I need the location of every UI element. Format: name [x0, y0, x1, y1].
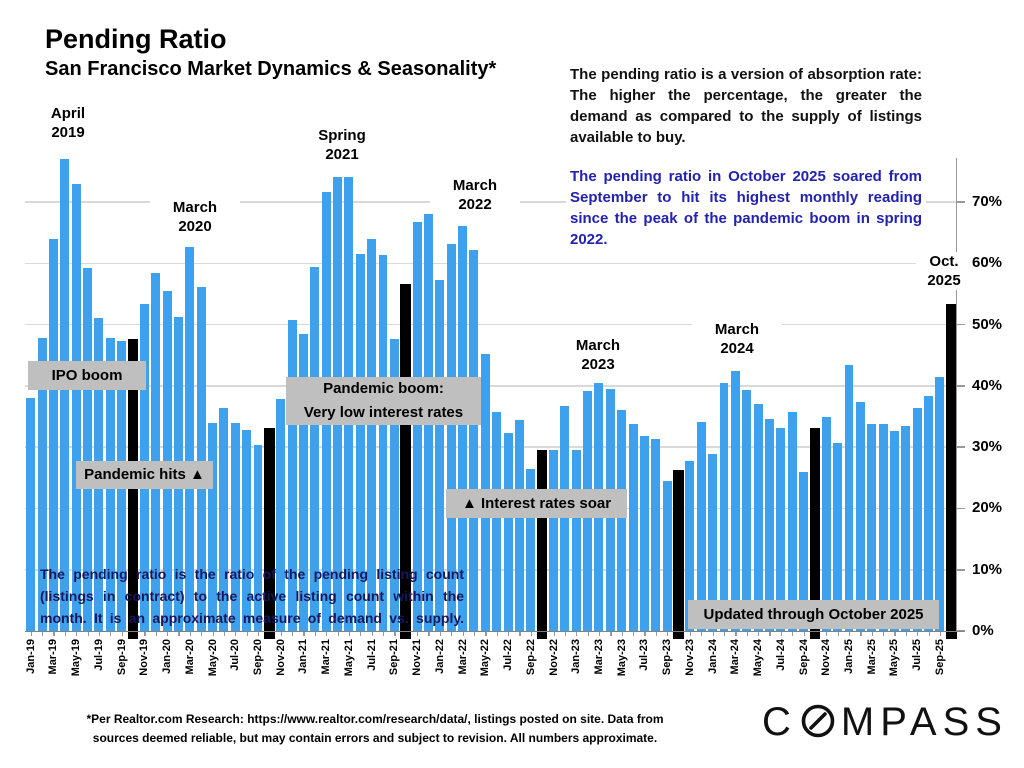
x-tick-May-20 [213, 632, 214, 636]
x-axis-label-Nov-21: Nov-21 [411, 639, 424, 676]
x-tick-Aug-21 [383, 632, 384, 636]
x-axis-label-Nov-22: Nov-22 [547, 639, 560, 676]
x-tick-Dec-19 [156, 632, 157, 636]
compass-logo-c: C [762, 700, 797, 744]
x-tick-Apr-24 [747, 632, 748, 636]
x-tick-Mar-20 [190, 632, 191, 636]
compass-logo [762, 700, 1008, 745]
bar-Feb-25 [856, 402, 865, 631]
x-tick-May-19 [76, 632, 77, 636]
x-axis-label-Sep-24: Sep-24 [797, 639, 810, 676]
x-tick-Jul-20 [235, 632, 236, 636]
x-axis-label-Jan-25: Jan-25 [843, 639, 856, 674]
x-axis-label-May-19: May-19 [70, 639, 83, 677]
x-tick-May-24 [758, 632, 759, 636]
x-tick-Jan-25 [849, 632, 850, 636]
annotation-spring-2021: Spring 2021 [297, 126, 387, 164]
x-tick-Feb-19 [42, 632, 43, 636]
bar-Jan-25 [845, 365, 854, 631]
x-tick-Jul-19 [99, 632, 100, 636]
bar-Jul-22 [504, 433, 513, 631]
x-tick-Mar-19 [53, 632, 54, 636]
page-subtitle: San Francisco Market Dynamics & Seasonality* [45, 58, 497, 80]
pending-ratio-definition: The pending ratio is the ratio of the pending listing count (listings in contract) to the active listing count within the month. It is an approximate measure of demand vs. supply. [40, 566, 464, 626]
x-axis-label-Mar-23: Mar-23 [592, 639, 605, 675]
x-axis-label-Jan-20: Jan-20 [161, 639, 174, 674]
x-tick-Nov-19 [144, 632, 145, 636]
x-tick-Jun-19 [88, 632, 89, 636]
x-axis-label-May-20: May-20 [206, 639, 219, 677]
x-tick-Jan-21 [303, 632, 304, 636]
x-axis-label-Jan-21: Jan-21 [297, 639, 310, 674]
absorption-note: The pending ratio is a version of absorption rate: The higher the percentage, the greater the demand as compared to the supply of listings available to buy. [566, 62, 926, 150]
x-tick-Jun-25 [906, 632, 907, 636]
x-axis-label-Sep-22: Sep-22 [524, 639, 537, 676]
x-axis-label-Jul-24: Jul-24 [774, 639, 787, 671]
x-axis-label-Mar-19: Mar-19 [47, 639, 60, 675]
compass-logo-mpass: MPASS [840, 700, 1008, 744]
x-tick-Dec-23 [701, 632, 702, 636]
x-axis-label-Sep-21: Sep-21 [388, 639, 401, 676]
x-tick-Jan-20 [167, 632, 168, 636]
y-tick-10% [956, 569, 965, 571]
x-tick-Apr-25 [883, 632, 884, 636]
gridline-60% [25, 263, 957, 265]
bar-Jul-23 [640, 436, 649, 631]
x-axis-label-Mar-20: Mar-20 [183, 639, 196, 675]
page-title: Pending Ratio [45, 24, 227, 54]
x-tick-May-25 [894, 632, 895, 636]
x-axis-line [25, 631, 964, 633]
x-tick-Apr-22 [474, 632, 475, 636]
x-axis-label-Sep-20: Sep-20 [252, 639, 264, 676]
bar-Apr-22 [469, 250, 478, 631]
x-tick-Feb-23 [588, 632, 589, 636]
bar-Oct-22 [537, 450, 548, 639]
x-tick-Aug-19 [110, 632, 111, 636]
x-tick-Aug-20 [247, 632, 248, 636]
x-axis-label-Jan-19: Jan-19 [24, 639, 37, 674]
x-axis-label-Sep-25: Sep-25 [933, 639, 946, 676]
x-tick-May-23 [622, 632, 623, 636]
annotation-march-2023: March 2023 [553, 336, 643, 374]
x-tick-Feb-20 [178, 632, 179, 636]
bar-Aug-23 [651, 439, 660, 631]
x-axis-label-Mar-24: Mar-24 [729, 639, 742, 675]
x-tick-Apr-19 [65, 632, 66, 636]
y-axis-label-0%: 0% [972, 622, 994, 639]
x-tick-Mar-24 [735, 632, 736, 636]
x-tick-Mar-21 [326, 632, 327, 636]
bar-Aug-25 [924, 396, 933, 631]
x-axis-label-Mar-22: Mar-22 [456, 639, 469, 675]
bar-Jan-19 [26, 398, 35, 631]
bar-Apr-24 [742, 390, 751, 631]
annotation-oct-2025: Oct. 2025 [916, 252, 972, 290]
x-tick-Mar-25 [872, 632, 873, 636]
y-axis-label-40%: 40% [972, 376, 1003, 394]
bar-Mar-24 [731, 371, 740, 631]
y-axis-label-10%: 10% [972, 560, 1003, 578]
bar-Sep-23 [663, 481, 672, 631]
x-tick-May-21 [349, 632, 350, 636]
x-tick-Aug-24 [792, 632, 793, 636]
x-tick-Nov-21 [417, 632, 418, 636]
x-tick-Jan-23 [576, 632, 577, 636]
y-tick-20% [956, 508, 965, 510]
y-axis-label-50%: 50% [972, 315, 1003, 333]
y-tick-70% [956, 201, 965, 203]
y-axis-label-20%: 20% [972, 499, 1003, 517]
x-tick-Sep-19 [122, 632, 123, 636]
x-tick-Aug-23 [656, 632, 657, 636]
x-axis-label-Nov-24: Nov-24 [820, 639, 833, 676]
annotation-march-2022: March 2022 [430, 176, 520, 214]
bar-Apr-19 [60, 159, 69, 631]
x-tick-Sep-23 [667, 632, 668, 636]
bar-Sep-25 [935, 377, 944, 631]
bar-Nov-22 [549, 450, 558, 631]
x-tick-Jul-25 [917, 632, 918, 636]
x-tick-Nov-20 [281, 632, 282, 636]
x-axis-label-Jul-21: Jul-21 [365, 639, 378, 671]
callout-ipo-boom: IPO boom [28, 361, 146, 390]
x-tick-May-22 [485, 632, 486, 636]
x-tick-Nov-24 [826, 632, 827, 636]
callout-pandemic-boom: Pandemic boom: Very low interest rates [286, 377, 481, 425]
y-tick-40% [956, 385, 965, 387]
x-tick-Nov-22 [554, 632, 555, 636]
x-tick-Jun-23 [633, 632, 634, 636]
x-axis-label-Jan-23: Jan-23 [570, 639, 583, 674]
bar-Nov-24 [822, 417, 831, 631]
bar-Jan-23 [572, 450, 581, 631]
bar-May-23 [617, 410, 626, 631]
annotation-march-2020: March 2020 [150, 198, 240, 236]
x-tick-Sep-25 [940, 632, 941, 636]
x-axis-label-Jul-20: Jul-20 [229, 639, 242, 671]
annotation-march-2024: March 2024 [692, 320, 782, 358]
x-tick-Feb-21 [315, 632, 316, 636]
x-tick-Jun-20 [224, 632, 225, 636]
x-tick-Sep-20 [258, 632, 259, 636]
x-tick-Jan-19 [31, 632, 32, 636]
x-axis-label-May-21: May-21 [342, 639, 355, 677]
x-tick-Mar-23 [599, 632, 600, 636]
bar-Dec-22 [560, 406, 569, 631]
x-tick-Jul-21 [372, 632, 373, 636]
x-tick-Sep-21 [394, 632, 395, 636]
x-axis-label-Sep-19: Sep-19 [115, 639, 128, 676]
x-axis-label-Jul-25: Jul-25 [911, 639, 924, 671]
callout-pandemic-hits: Pandemic hits ▲ [76, 461, 213, 489]
x-axis-label-Jan-24: Jan-24 [706, 639, 719, 674]
y-tick-30% [956, 446, 965, 448]
x-axis-label-Nov-20: Nov-20 [274, 639, 287, 676]
x-axis-label-May-24: May-24 [752, 639, 765, 677]
x-axis-label-May-22: May-22 [479, 639, 492, 677]
x-tick-Apr-21 [338, 632, 339, 636]
x-axis-label-Jul-23: Jul-23 [638, 639, 651, 671]
x-tick-Apr-23 [610, 632, 611, 636]
annotation-april-2019: April 2019 [23, 104, 113, 142]
x-axis-label-Jan-22: Jan-22 [433, 639, 446, 674]
x-axis-label-Jul-22: Jul-22 [502, 639, 515, 671]
x-axis-label-Nov-19: Nov-19 [138, 639, 151, 676]
bar-Oct-23 [673, 470, 684, 639]
y-tick-50% [956, 324, 965, 326]
y-axis-label-60%: 60% [972, 254, 1003, 272]
x-tick-Aug-25 [929, 632, 930, 636]
x-tick-Sep-22 [531, 632, 532, 636]
x-axis-label-Nov-23: Nov-23 [683, 639, 696, 676]
x-axis-label-Mar-21: Mar-21 [320, 639, 333, 675]
bar-May-24 [754, 404, 763, 631]
y-axis-label-30%: 30% [972, 438, 1003, 456]
bar-Jun-22 [492, 412, 501, 631]
source-footnote: *Per Realtor.com Research: https://www.realtor.com/research/data/, listings posted on site. Data from sources deemed reliable, but may contain errors and subject to revision. All numbers approximate. [86, 712, 664, 745]
x-tick-Sep-24 [804, 632, 805, 636]
x-tick-Jun-24 [769, 632, 770, 636]
x-tick-Jul-22 [508, 632, 509, 636]
x-tick-Dec-22 [565, 632, 566, 636]
bar-Jul-25 [913, 408, 922, 631]
x-tick-Jul-24 [781, 632, 782, 636]
x-tick-Jan-22 [440, 632, 441, 636]
x-tick-Dec-20 [292, 632, 293, 636]
x-axis-label-May-23: May-23 [615, 639, 628, 677]
x-tick-Aug-22 [519, 632, 520, 636]
x-axis-label-Jul-19: Jul-19 [92, 639, 105, 671]
bar-Aug-22 [515, 420, 524, 631]
x-tick-Dec-21 [428, 632, 429, 636]
bar-Aug-24 [788, 412, 797, 631]
x-tick-Nov-23 [690, 632, 691, 636]
x-tick-Feb-24 [724, 632, 725, 636]
compass-o-icon [800, 703, 836, 739]
bar-Jun-23 [629, 424, 638, 631]
x-tick-Feb-22 [451, 632, 452, 636]
x-tick-Jun-22 [497, 632, 498, 636]
x-tick-Dec-24 [838, 632, 839, 636]
x-tick-Feb-25 [860, 632, 861, 636]
callout-updated-through: Updated through October 2025 [688, 600, 939, 629]
x-tick-Jun-21 [360, 632, 361, 636]
x-tick-Jan-24 [713, 632, 714, 636]
callout-interest-rates-soar: ▲ Interest rates soar [446, 489, 627, 518]
x-tick-Mar-22 [463, 632, 464, 636]
october-highlight-note: The pending ratio in October 2025 soared from September to hit its highest monthly reading since the peak of the pandemic boom in spring 2022. [566, 164, 926, 252]
y-axis-line [956, 158, 958, 631]
x-axis-label-Sep-23: Sep-23 [661, 639, 674, 676]
bar-Feb-24 [720, 383, 729, 631]
x-tick-Apr-20 [201, 632, 202, 636]
x-tick-Jul-23 [644, 632, 645, 636]
x-axis-label-May-25: May-25 [888, 639, 901, 677]
x-axis-label-Mar-25: Mar-25 [865, 639, 878, 675]
y-axis-label-70%: 70% [972, 193, 1003, 211]
